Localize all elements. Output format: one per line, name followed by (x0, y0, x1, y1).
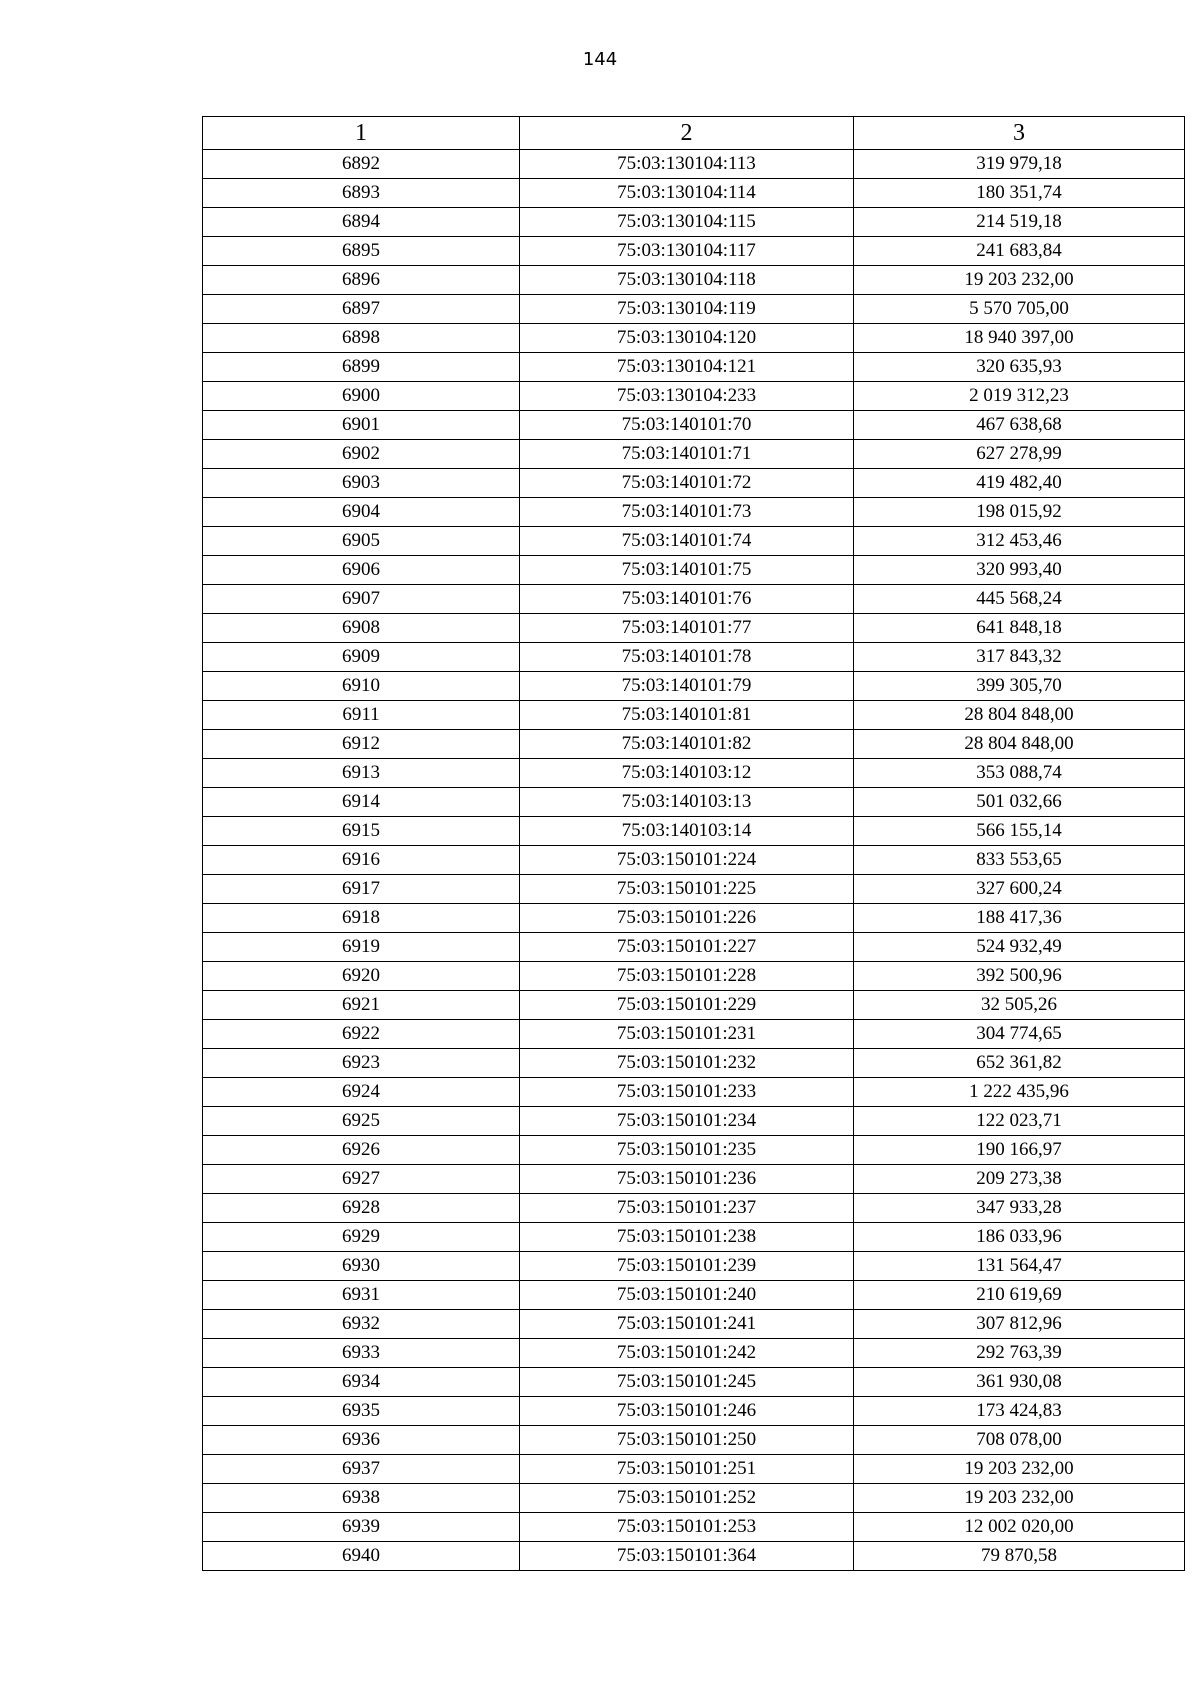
table-row (203, 1542, 1185, 1571)
row-number-cell: 6915 (203, 817, 520, 846)
cadastral-number-cell: 75:03:150101:234 (520, 1107, 854, 1136)
row-number-cell: 6922 (203, 1020, 520, 1049)
table-row (203, 585, 1185, 614)
value-cell: 566 155,14 (854, 817, 1185, 846)
value-cell: 627 278,99 (854, 440, 1185, 469)
table-row (203, 208, 1185, 237)
row-number-cell: 6932 (203, 1310, 520, 1339)
cadastral-number-cell: 75:03:150101:241 (520, 1310, 854, 1339)
value-cell: 524 932,49 (854, 933, 1185, 962)
row-number-cell: 6894 (203, 208, 520, 237)
value-cell: 361 930,08 (854, 1368, 1185, 1397)
table-row (203, 1339, 1185, 1368)
table-row (203, 469, 1185, 498)
cadastral-number-cell: 75:03:150101:253 (520, 1513, 854, 1542)
cadastral-number-cell: 75:03:150101:236 (520, 1165, 854, 1194)
table-row (203, 1397, 1185, 1426)
row-number-cell: 6930 (203, 1252, 520, 1281)
cadastral-number-cell: 75:03:140101:77 (520, 614, 854, 643)
row-number-cell: 6924 (203, 1078, 520, 1107)
row-number-cell: 6897 (203, 295, 520, 324)
row-number-cell: 6914 (203, 788, 520, 817)
cadastral-number-cell: 75:03:140101:82 (520, 730, 854, 759)
table-row (203, 701, 1185, 730)
cadastral-number-cell: 75:03:140103:13 (520, 788, 854, 817)
data-table (202, 116, 1185, 1571)
cadastral-number-cell: 75:03:130104:114 (520, 179, 854, 208)
table-header (203, 117, 1185, 150)
value-cell: 19 203 232,00 (854, 1455, 1185, 1484)
value-cell: 320 993,40 (854, 556, 1185, 585)
row-number-cell: 6905 (203, 527, 520, 556)
value-cell: 209 273,38 (854, 1165, 1185, 1194)
row-number-cell: 6912 (203, 730, 520, 759)
value-cell: 833 553,65 (854, 846, 1185, 875)
value-cell: 317 843,32 (854, 643, 1185, 672)
cadastral-number-cell: 75:03:150101:238 (520, 1223, 854, 1252)
table-row (203, 730, 1185, 759)
table-row (203, 643, 1185, 672)
row-number-cell: 6907 (203, 585, 520, 614)
row-number-cell: 6893 (203, 179, 520, 208)
table-row (203, 295, 1185, 324)
table-row (203, 556, 1185, 585)
row-number-cell: 6933 (203, 1339, 520, 1368)
cadastral-number-cell: 75:03:130104:120 (520, 324, 854, 353)
row-number-cell: 6902 (203, 440, 520, 469)
value-cell: 188 417,36 (854, 904, 1185, 933)
cadastral-number-cell: 75:03:150101:237 (520, 1194, 854, 1223)
cadastral-number-cell: 75:03:140101:74 (520, 527, 854, 556)
cadastral-number-cell: 75:03:140101:73 (520, 498, 854, 527)
row-number-cell: 6929 (203, 1223, 520, 1252)
row-number-cell: 6931 (203, 1281, 520, 1310)
table-row (203, 1252, 1185, 1281)
table-row (203, 1310, 1185, 1339)
cadastral-number-cell: 75:03:140103:14 (520, 817, 854, 846)
row-number-cell: 6934 (203, 1368, 520, 1397)
row-number-cell: 6926 (203, 1136, 520, 1165)
row-number-cell: 6892 (203, 150, 520, 179)
value-cell: 347 933,28 (854, 1194, 1185, 1223)
page-number: 144 (582, 49, 618, 70)
table-row (203, 1513, 1185, 1542)
row-number-cell: 6899 (203, 353, 520, 382)
column-header-2: 2 (520, 117, 854, 150)
row-number-cell: 6938 (203, 1484, 520, 1513)
value-cell: 399 305,70 (854, 672, 1185, 701)
cadastral-number-cell: 75:03:150101:227 (520, 933, 854, 962)
table-row (203, 1049, 1185, 1078)
table-row (203, 614, 1185, 643)
row-number-cell: 6940 (203, 1542, 520, 1571)
row-number-cell: 6919 (203, 933, 520, 962)
value-cell: 419 482,40 (854, 469, 1185, 498)
cadastral-number-cell: 75:03:150101:233 (520, 1078, 854, 1107)
row-number-cell: 6896 (203, 266, 520, 295)
value-cell: 327 600,24 (854, 875, 1185, 904)
table-row (203, 1368, 1185, 1397)
cadastral-number-cell: 75:03:130104:113 (520, 150, 854, 179)
cadastral-number-cell: 75:03:130104:119 (520, 295, 854, 324)
cadastral-number-cell: 75:03:140101:79 (520, 672, 854, 701)
row-number-cell: 6920 (203, 962, 520, 991)
table-row (203, 266, 1185, 295)
value-cell: 32 505,26 (854, 991, 1185, 1020)
cadastral-number-cell: 75:03:130104:115 (520, 208, 854, 237)
value-cell: 19 203 232,00 (854, 1484, 1185, 1513)
value-cell: 122 023,71 (854, 1107, 1185, 1136)
row-number-cell: 6909 (203, 643, 520, 672)
table-row (203, 817, 1185, 846)
table-row (203, 1107, 1185, 1136)
cadastral-number-cell: 75:03:150101:252 (520, 1484, 854, 1513)
table-row (203, 237, 1185, 266)
value-cell: 241 683,84 (854, 237, 1185, 266)
value-cell: 445 568,24 (854, 585, 1185, 614)
table-row (203, 759, 1185, 788)
cadastral-number-cell: 75:03:150101:228 (520, 962, 854, 991)
row-number-cell: 6898 (203, 324, 520, 353)
row-number-cell: 6928 (203, 1194, 520, 1223)
cadastral-number-cell: 75:03:140103:12 (520, 759, 854, 788)
value-cell: 467 638,68 (854, 411, 1185, 440)
table-row (203, 179, 1185, 208)
cadastral-number-cell: 75:03:150101:250 (520, 1426, 854, 1455)
table-row (203, 382, 1185, 411)
cadastral-number-cell: 75:03:150101:224 (520, 846, 854, 875)
table-row (203, 353, 1185, 382)
table-row (203, 788, 1185, 817)
cadastral-number-cell: 75:03:150101:231 (520, 1020, 854, 1049)
table-row (203, 933, 1185, 962)
value-cell: 28 804 848,00 (854, 701, 1185, 730)
value-cell: 1 222 435,96 (854, 1078, 1185, 1107)
table-row (203, 324, 1185, 353)
cadastral-number-cell: 75:03:150101:239 (520, 1252, 854, 1281)
value-cell: 198 015,92 (854, 498, 1185, 527)
table-row (203, 904, 1185, 933)
cadastral-number-cell: 75:03:130104:117 (520, 237, 854, 266)
cadastral-number-cell: 75:03:130104:233 (520, 382, 854, 411)
cadastral-number-cell: 75:03:150101:240 (520, 1281, 854, 1310)
row-number-cell: 6911 (203, 701, 520, 730)
value-cell: 304 774,65 (854, 1020, 1185, 1049)
value-cell: 210 619,69 (854, 1281, 1185, 1310)
table-row (203, 440, 1185, 469)
table-row (203, 1455, 1185, 1484)
cadastral-number-cell: 75:03:150101:235 (520, 1136, 854, 1165)
cadastral-number-cell: 75:03:150101:225 (520, 875, 854, 904)
row-number-cell: 6913 (203, 759, 520, 788)
cadastral-number-cell: 75:03:140101:72 (520, 469, 854, 498)
cadastral-number-cell: 75:03:150101:242 (520, 1339, 854, 1368)
row-number-cell: 6908 (203, 614, 520, 643)
value-cell: 312 453,46 (854, 527, 1185, 556)
row-number-cell: 6906 (203, 556, 520, 585)
cadastral-number-cell: 75:03:140101:78 (520, 643, 854, 672)
value-cell: 28 804 848,00 (854, 730, 1185, 759)
table-row (203, 962, 1185, 991)
value-cell: 190 166,97 (854, 1136, 1185, 1165)
cadastral-number-cell: 75:03:150101:364 (520, 1542, 854, 1571)
value-cell: 708 078,00 (854, 1426, 1185, 1455)
cadastral-number-cell: 75:03:140101:71 (520, 440, 854, 469)
table-row (203, 991, 1185, 1020)
cadastral-number-cell: 75:03:150101:229 (520, 991, 854, 1020)
table-row (203, 846, 1185, 875)
table-row (203, 1136, 1185, 1165)
row-number-cell: 6936 (203, 1426, 520, 1455)
row-number-cell: 6939 (203, 1513, 520, 1542)
value-cell: 2 019 312,23 (854, 382, 1185, 411)
cadastral-number-cell: 75:03:150101:226 (520, 904, 854, 933)
value-cell: 307 812,96 (854, 1310, 1185, 1339)
cadastral-number-cell: 75:03:140101:81 (520, 701, 854, 730)
row-number-cell: 6937 (203, 1455, 520, 1484)
value-cell: 5 570 705,00 (854, 295, 1185, 324)
value-cell: 131 564,47 (854, 1252, 1185, 1281)
table-row (203, 1165, 1185, 1194)
value-cell: 214 519,18 (854, 208, 1185, 237)
value-cell: 320 635,93 (854, 353, 1185, 382)
row-number-cell: 6923 (203, 1049, 520, 1078)
row-number-cell: 6904 (203, 498, 520, 527)
table-body (203, 150, 1185, 1571)
cadastral-number-cell: 75:03:150101:245 (520, 1368, 854, 1397)
table-row (203, 672, 1185, 701)
value-cell: 12 002 020,00 (854, 1513, 1185, 1542)
value-cell: 392 500,96 (854, 962, 1185, 991)
column-header-1: 1 (203, 117, 520, 150)
value-cell: 501 032,66 (854, 788, 1185, 817)
row-number-cell: 6901 (203, 411, 520, 440)
table-row (203, 875, 1185, 904)
header-row (203, 117, 1185, 150)
value-cell: 18 940 397,00 (854, 324, 1185, 353)
cadastral-number-cell: 75:03:150101:246 (520, 1397, 854, 1426)
row-number-cell: 6900 (203, 382, 520, 411)
column-header-3: 3 (854, 117, 1185, 150)
value-cell: 173 424,83 (854, 1397, 1185, 1426)
table-row (203, 1281, 1185, 1310)
value-cell: 353 088,74 (854, 759, 1185, 788)
cadastral-number-cell: 75:03:150101:232 (520, 1049, 854, 1078)
row-number-cell: 6903 (203, 469, 520, 498)
table-row (203, 411, 1185, 440)
table-row (203, 1426, 1185, 1455)
value-cell: 652 361,82 (854, 1049, 1185, 1078)
table-row (203, 150, 1185, 179)
row-number-cell: 6927 (203, 1165, 520, 1194)
cadastral-number-cell: 75:03:150101:251 (520, 1455, 854, 1484)
value-cell: 641 848,18 (854, 614, 1185, 643)
row-number-cell: 6918 (203, 904, 520, 933)
table-row (203, 498, 1185, 527)
row-number-cell: 6921 (203, 991, 520, 1020)
value-cell: 79 870,58 (854, 1542, 1185, 1571)
table-row (203, 1194, 1185, 1223)
cadastral-number-cell: 75:03:140101:70 (520, 411, 854, 440)
table-row (203, 1484, 1185, 1513)
row-number-cell: 6916 (203, 846, 520, 875)
cadastral-number-cell: 75:03:140101:76 (520, 585, 854, 614)
cadastral-number-cell: 75:03:130104:121 (520, 353, 854, 382)
value-cell: 186 033,96 (854, 1223, 1185, 1252)
value-cell: 180 351,74 (854, 179, 1185, 208)
value-cell: 319 979,18 (854, 150, 1185, 179)
table-row (203, 1078, 1185, 1107)
table-row (203, 1020, 1185, 1049)
row-number-cell: 6910 (203, 672, 520, 701)
cadastral-number-cell: 75:03:140101:75 (520, 556, 854, 585)
row-number-cell: 6895 (203, 237, 520, 266)
row-number-cell: 6917 (203, 875, 520, 904)
value-cell: 19 203 232,00 (854, 266, 1185, 295)
row-number-cell: 6925 (203, 1107, 520, 1136)
value-cell: 292 763,39 (854, 1339, 1185, 1368)
row-number-cell: 6935 (203, 1397, 520, 1426)
table-row (203, 527, 1185, 556)
table-row (203, 1223, 1185, 1252)
cadastral-number-cell: 75:03:130104:118 (520, 266, 854, 295)
